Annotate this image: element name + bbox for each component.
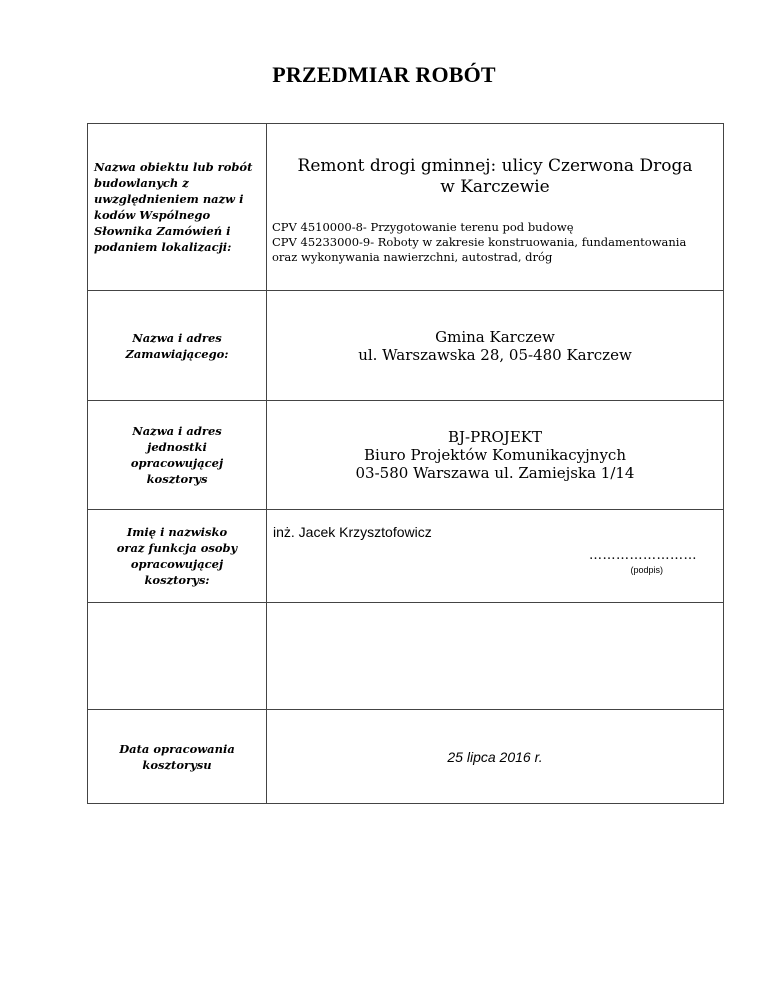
row-date (88, 710, 724, 804)
empty-value-cell (267, 603, 724, 710)
client-name: Gmina Karczew (435, 327, 555, 346)
row-author (88, 510, 724, 603)
client-address: ul. Warszawska 28, 05-480 Karczew (358, 345, 632, 364)
empty-label-cell (88, 603, 267, 710)
unit-label-line2: jednostki (147, 440, 207, 454)
cpv-line3: oraz wykonywania nawierzchni, autostrad, dróg (272, 249, 553, 264)
date-value: 25 lipca 2016 r. (447, 748, 543, 765)
author-label (88, 510, 267, 603)
cpv-line2: CPV 45233000-9- Roboty w zakresie konstruowania, fundamentowania (272, 234, 687, 249)
signature-line: …………………… (589, 547, 697, 563)
author-label-line1: Imię i nazwisko (126, 525, 228, 539)
unit-label (88, 401, 267, 510)
project-title-line1: Remont drogi gminnej: ulicy Czerwona Droga (297, 155, 693, 176)
project-title (267, 156, 723, 198)
author-label-line3: opracowującej (130, 557, 224, 571)
unit-label-line3: opracowującej (130, 456, 224, 470)
client-label-line2: Zamawiającego: (125, 346, 229, 361)
row-unit (88, 401, 724, 510)
project-title-line2: w Karczewie (440, 176, 550, 197)
author-name: inż. Jacek Krzysztofowicz (273, 523, 432, 540)
unit-label-line4: kosztorys (146, 472, 208, 486)
cpv-line1: CPV 4510000-8- Przygotowanie terenu pod budowę (272, 219, 574, 234)
object-label: Nazwa obiektu lub robót budowlanych z uwzględnieniem nazw i kodów Wspólnego Słownika Zamówień i podaniem lokalizacji: (88, 124, 267, 291)
unit-label-line1: Nazwa i adres (132, 424, 222, 438)
date-label-line2: kosztorysu (142, 757, 212, 772)
date-value-cell (267, 710, 724, 804)
client-label-line1: Nazwa i adres (132, 330, 222, 345)
author-label-line2: oraz funkcja osoby (116, 541, 238, 555)
row-empty (88, 603, 724, 710)
row-object (88, 124, 724, 291)
unit-name: BJ-PROJEKT (448, 428, 542, 446)
client-value (267, 291, 724, 401)
unit-fullname: Biuro Projektów Komunikacyjnych (364, 446, 626, 464)
unit-value (267, 401, 724, 510)
cpv-codes (272, 220, 723, 265)
unit-address: 03-580 Warszawa ul. Zamiejska 1/14 (355, 464, 635, 482)
date-label-line1: Data opracowania (119, 741, 235, 756)
row-client (88, 291, 724, 401)
object-value (267, 124, 724, 291)
author-label-line4: kosztorys: (144, 573, 210, 587)
signature-caption: (podpis) (630, 564, 663, 575)
date-label (88, 710, 267, 804)
document-title: PRZEDMIAR ROBÓT (272, 62, 496, 87)
author-value (267, 510, 724, 603)
cover-sheet-table (87, 123, 724, 804)
client-label (88, 291, 267, 401)
